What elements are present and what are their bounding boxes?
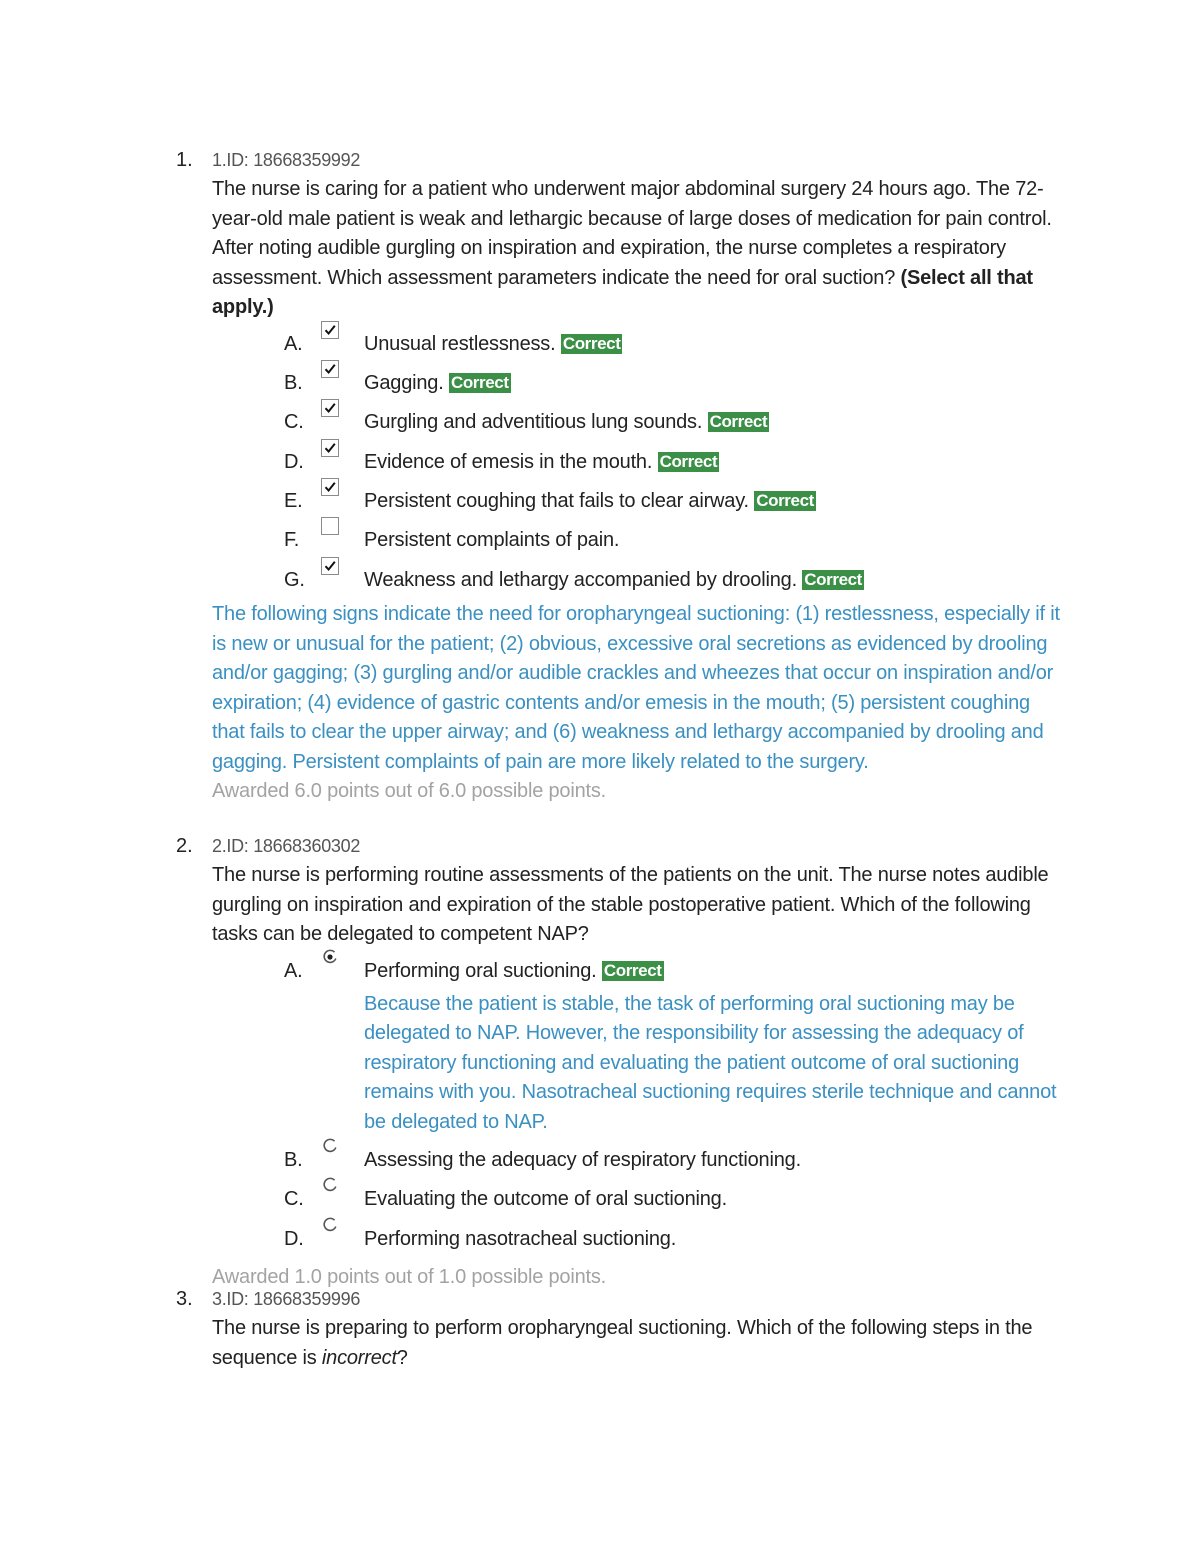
- correct-badge: Correct: [709, 412, 768, 432]
- answer-option-c: [212, 407, 1066, 446]
- answer-option-c: [212, 1184, 1066, 1223]
- option-text: Unusual restlessness.: [364, 332, 556, 355]
- option-letter: D.: [284, 450, 304, 473]
- question-3: [176, 1285, 1066, 1373]
- answer-option-b: [212, 368, 1066, 407]
- check-mark-icon: [323, 362, 337, 376]
- option-letter: F.: [284, 529, 300, 552]
- option-text: Evaluating the outcome of oral suctioning.: [364, 1188, 727, 1211]
- question-number: 2.: [176, 835, 193, 857]
- option-letter: G.: [284, 568, 305, 591]
- correct-badge: Correct: [562, 333, 621, 353]
- awarded-points: Awarded 6.0 points out of 6.0 possible points.: [212, 780, 607, 803]
- answer-options: [212, 956, 1066, 1264]
- question-text: The nurse is performing routine assessments of the patients on the unit. The nurse notes audible gurgling on inspiration and expiration of the stable postoperative patient. Which of the following tasks can be delegated to competent NAP?: [212, 864, 1049, 945]
- option-text: Persistent complaints of pain.: [364, 529, 620, 552]
- answer-option-d: [212, 447, 1066, 486]
- check-mark-icon: [323, 441, 337, 455]
- option-letter: E.: [284, 490, 303, 513]
- question-number: 1.: [176, 149, 193, 171]
- awarded-points: Awarded 1.0 points out of 1.0 possible points.: [212, 1266, 607, 1289]
- radio-unselected-icon: [321, 1137, 339, 1155]
- option-letter: D.: [284, 1227, 304, 1250]
- radio-unselected-icon: [321, 1216, 339, 1234]
- check-mark-icon: [323, 401, 337, 415]
- answer-options: [212, 329, 1066, 605]
- check-mark-icon: [323, 559, 337, 573]
- option-letter: A.: [284, 959, 303, 982]
- question-emphasis: incorrect: [321, 1346, 397, 1369]
- option-text: Assessing the adequacy of respiratory functioning.: [364, 1149, 801, 1171]
- question-rationale: The following signs indicate the need for oropharyngeal suctioning: (1) restlessness, especially if it is new or unusual for the patient; (2) obvious, excessive oral secretions as evidenced by drooling and/or gagging; (3) gurgling and/or audible crackles and wheezes that occur on inspiration and/or expiration; (4) evidence of gastric contents and/or emesis in the mouth; (5) persistent coughing that fails to clear the upper airway; and (6) weakness and lethargy accompanied by drooling and gagging. Persistent complaints of pain are more likely related to the surgery.: [212, 603, 1060, 773]
- question-id: 2.ID: 18668360302: [212, 836, 361, 856]
- answer-option-d: [212, 1224, 1066, 1263]
- option-letter: B.: [284, 371, 303, 394]
- answer-option-a: [212, 956, 1066, 1138]
- correct-badge: Correct: [804, 569, 862, 589]
- question-text: [212, 175, 1066, 323]
- correct-badge: Correct: [450, 372, 509, 392]
- answer-checkbox[interactable]: [321, 399, 339, 417]
- answer-checkbox[interactable]: [321, 360, 339, 378]
- check-mark-icon: [323, 480, 337, 494]
- answer-checkbox[interactable]: [321, 517, 339, 535]
- question-stem: The nurse is caring for a patient who underwent major abdominal surgery 24 hours ago. The 72-year-old male patient is weak and lethargic because of large doses of medication for pain control. After noting audible gurgling on inspiration and expiration, the nurse completes a respiratory assessment. Which assessment parameters indicate the need for oral suction?: [212, 178, 1052, 289]
- question-stem: The nurse is preparing to perform oropharyngeal suctioning. Which of the following steps in the sequence is: [212, 1317, 1033, 1369]
- answer-option-b: [212, 1145, 1066, 1184]
- answer-checkbox[interactable]: [321, 439, 339, 457]
- question-stem-end: ?: [396, 1346, 408, 1369]
- radio-selected-icon: [321, 948, 339, 966]
- question-text: [212, 1314, 1066, 1373]
- radio-unselected-icon: [321, 1176, 339, 1194]
- option-text: Performing oral suctioning.: [364, 959, 597, 982]
- correct-badge: Correct: [603, 960, 662, 980]
- answer-option-e: [212, 486, 1066, 525]
- option-text: Gagging.: [364, 371, 444, 394]
- option-text: Gurgling and adventitious lung sounds.: [364, 411, 703, 434]
- option-letter: B.: [284, 1149, 303, 1171]
- option-rationale: Because the patient is stable, the task of performing oral suctioning may be delegated to NAP. However, the responsibility for assessing the adequacy of respiratory functioning and evaluating the patient outcome of oral suctioning remains with you. Nasotracheal suctioning requires sterile technique and cannot be delegated to NAP.: [364, 992, 1057, 1133]
- question-2: [176, 832, 1066, 1289]
- question-id: 1.ID: 18668359992: [212, 150, 361, 170]
- question-instruction: (Select all that apply.): [212, 266, 1033, 318]
- answer-radio[interactable]: [321, 948, 339, 966]
- answer-option-a: [212, 329, 1066, 368]
- answer-checkbox[interactable]: [321, 557, 339, 575]
- question-id: 3.ID: 18668359996: [212, 1289, 361, 1309]
- answer-radio[interactable]: [321, 1216, 339, 1234]
- option-text: Performing nasotracheal suctioning.: [364, 1227, 677, 1250]
- answer-option-g: [212, 565, 1066, 604]
- option-text: Evidence of emesis in the mouth.: [364, 450, 653, 473]
- answer-checkbox[interactable]: [321, 478, 339, 496]
- option-text: Persistent coughing that fails to clear airway.: [364, 490, 749, 513]
- option-letter: C.: [284, 1188, 304, 1211]
- answer-option-f: [212, 525, 1066, 564]
- option-text: Weakness and lethargy accompanied by drooling.: [364, 568, 797, 591]
- check-mark-icon: [323, 323, 337, 337]
- answer-checkbox[interactable]: [321, 321, 339, 339]
- answer-radio[interactable]: [321, 1176, 339, 1194]
- question-1: [176, 146, 1066, 832]
- correct-badge: Correct: [659, 451, 718, 471]
- option-letter: C.: [284, 411, 304, 434]
- answer-radio[interactable]: [321, 1137, 339, 1155]
- quiz-document: [176, 146, 1066, 1373]
- question-number: 3.: [176, 1288, 193, 1310]
- correct-badge: Correct: [756, 491, 814, 511]
- option-letter: A.: [284, 332, 303, 355]
